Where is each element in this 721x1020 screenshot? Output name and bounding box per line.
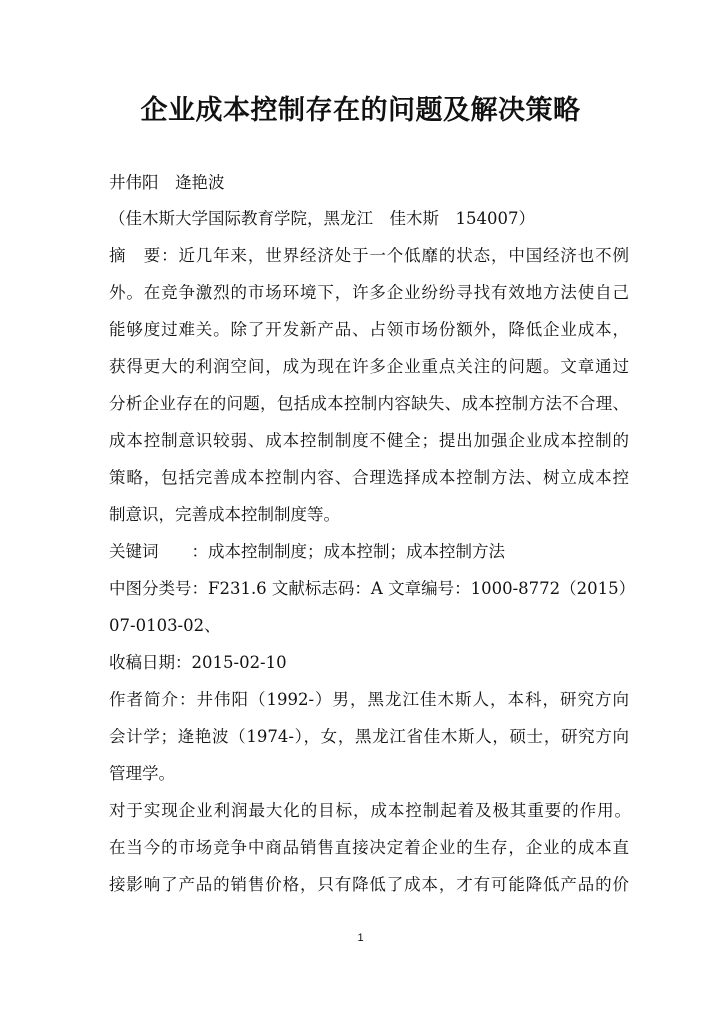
classification-line: 07-0103-02、: [109, 616, 221, 635]
abstract-line: 策略，包括完善成本控制内容、合理选择成本控制方法、树立成本控: [109, 468, 629, 487]
abstract-line: 摘 要：近几年来，世界经济处于一个低靡的状态，中国经济也不例: [109, 246, 629, 265]
author-bio-line: 会计学；逄艳波（1974-），女，黑龙江省佳木斯人，硕士，研究方向: [109, 727, 629, 746]
abstract-line: 能够度过难关。除了开发新产品、占领市场份额外，降低企业成本，: [109, 320, 629, 339]
document-title: 企业成本控制存在的问题及解决策略: [140, 95, 581, 126]
body-line: 在当今的市场竞争中商品销售直接决定着企业的生存，企业的成本直: [109, 838, 629, 857]
body-line: 对于实现企业利润最大化的目标，成本控制起着及极其重要的作用。: [109, 801, 631, 820]
abstract-line: 制意识，完善成本控制制度等。: [109, 505, 340, 524]
page-number: 1: [357, 932, 364, 944]
classification-line: 中图分类号：F231.6 文献标志码：A 文章编号：1000-8772（2015）: [109, 579, 636, 598]
author-bio-line: 管理学。: [109, 764, 175, 783]
affiliation: （佳木斯大学国际教育学院，黑龙江 佳木斯 154007）: [109, 209, 535, 228]
keywords: 关键词 ：成本控制制度；成本控制；成本控制方法: [109, 542, 505, 561]
authors: 井伟阳 逄艳波: [109, 173, 225, 192]
body-line: 接影响了产品的销售价格，只有降低了成本，才有可能降低产品的价: [109, 875, 629, 894]
abstract-line: 外。在竞争激烈的市场环境下，许多企业纷纷寻找有效地方法使自己: [109, 283, 629, 302]
received-date: 收稿日期：2015-02-10: [109, 653, 287, 672]
abstract-line: 获得更大的利润空间，成为现在许多企业重点关注的问题。文章通过: [109, 357, 629, 376]
abstract-line: 成本控制意识较弱、成本控制制度不健全；提出加强企业成本控制的: [109, 431, 629, 450]
author-bio-line: 作者简介：井伟阳（1992-）男，黑龙江佳木斯人，本科，研究方向: [109, 690, 629, 709]
abstract-line: 分析企业存在的问题，包括成本控制内容缺失、成本控制方法不合理、: [109, 394, 629, 413]
